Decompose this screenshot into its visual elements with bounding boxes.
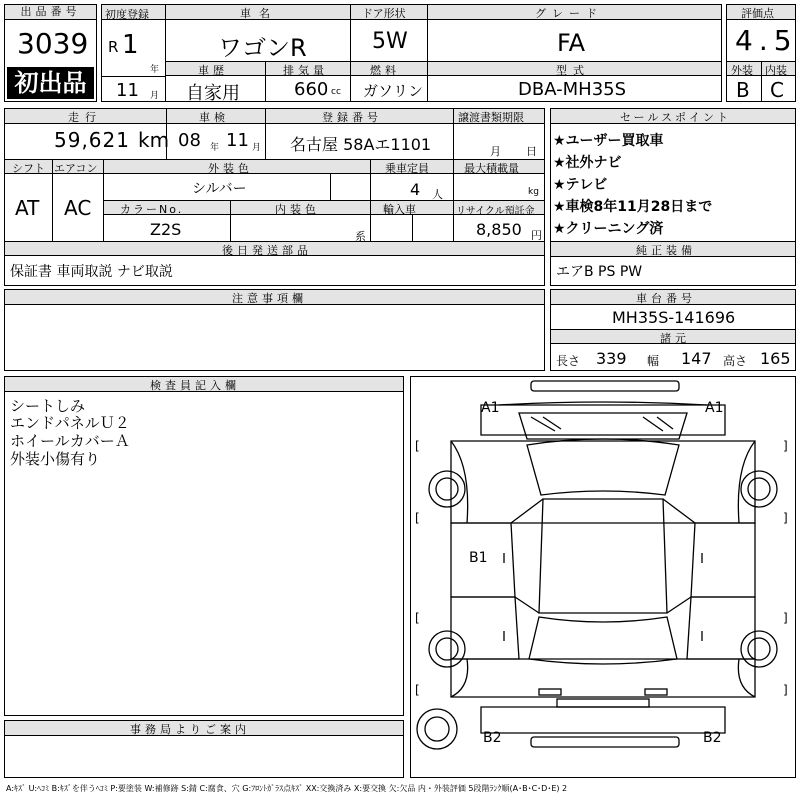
lot-number: 3039: [17, 27, 89, 60]
equipment-value: エアB PS PW: [556, 264, 643, 280]
inspector-line-3: ホイールカバーＡ: [10, 432, 130, 450]
width-value: 147: [681, 349, 712, 368]
inspection-month: 11: [226, 130, 249, 151]
badge-text: 初出品: [14, 69, 87, 97]
inspection-year: 08: [178, 130, 201, 151]
inspector-line-4: 外装小傷有り: [10, 450, 101, 468]
mileage-value: 59,621: [54, 128, 130, 152]
car-diagram: [411, 377, 795, 777]
recycle-label: リサイクル預託金: [456, 206, 535, 217]
recycle-unit: 円: [531, 229, 542, 242]
fuel-label: 燃料: [370, 64, 400, 77]
first-reg-month: 11: [116, 80, 139, 101]
legend: A:ｷｽﾞ U:ﾍｺﾐ B:ｷｽﾞを伴うﾍｺﾐ P:要塗装 W:補修跡 S:錆 C:腐食、穴 G:ﾌﾛﾝﾄｶﾞﾗｽ点ｷｽﾞ XX:交換済み X:要交換 欠:欠品 内・外装評価 5段階ﾗﾝｸ順(A･B･C･D･E) 2: [6, 784, 568, 793]
color-no-value: Z2S: [150, 220, 182, 239]
ext-score-value: B: [736, 78, 750, 102]
inspector-label: 検査員記入欄: [150, 379, 240, 392]
capacity-label: 乗車定員: [385, 162, 429, 175]
door-label: ドア形状: [362, 7, 406, 20]
bracket-rl: [: [415, 611, 420, 625]
bracket-ml: [: [415, 511, 420, 525]
mark-side: B1: [469, 550, 488, 566]
score-label: 評価点: [741, 7, 774, 20]
height-label: 高さ: [723, 354, 748, 368]
mark-front-right: A1: [705, 400, 724, 416]
fuel-value: ガソリン: [363, 82, 424, 100]
office-label: 事務局よりご案内: [130, 723, 250, 736]
history-value: 自家用: [186, 83, 240, 104]
first-reg-label: 初度登録: [105, 8, 149, 21]
bracket-mr: ]: [783, 511, 788, 525]
shift-label: シフト: [12, 162, 45, 175]
length-value: 339: [596, 349, 627, 368]
int-score-label: 内装: [765, 64, 787, 77]
transfer-month-unit: 月: [490, 145, 501, 158]
max-load-label: 最大積載量: [464, 162, 519, 175]
bracket-rr: ]: [783, 611, 788, 625]
score-value: 4.5: [735, 24, 798, 57]
mark-front-left: A1: [481, 400, 500, 416]
dims-label: 諸元: [660, 332, 690, 345]
shift-value: AT: [15, 196, 40, 220]
car-name-value: ワゴンR: [218, 34, 307, 62]
bracket-br: ]: [783, 683, 788, 697]
displacement-label: 排気量: [283, 64, 328, 77]
door-value: 5W: [372, 29, 408, 54]
first-reg-year: 1: [122, 30, 139, 60]
first-reg-year-unit: 年: [150, 65, 160, 75]
registration-label: 登録番号: [322, 111, 382, 124]
grade-label: グレード: [535, 7, 603, 20]
sales-point-2: ★社外ナビ: [553, 155, 622, 171]
sales-point-1: ★ユーザー買取車: [553, 133, 664, 149]
bracket-bl: [: [415, 683, 420, 697]
first-reg-era: R: [108, 38, 119, 56]
mark-rear-right: B2: [703, 730, 722, 746]
inspector-line-2: エンドパネルＵ２: [10, 414, 130, 432]
registration-value: 名古屋 58Aエ1101: [290, 135, 432, 154]
max-load-unit: kg: [528, 187, 539, 197]
history-label: 車歴: [198, 64, 228, 77]
model-label: 型式: [556, 64, 590, 77]
model-value: DBA-MH35S: [518, 79, 627, 100]
first-reg-month-unit: 月: [150, 91, 160, 101]
sales-point-5: ★クリーニング済: [553, 221, 664, 237]
lot-box: [4, 4, 97, 102]
inspection-month-unit: 月: [252, 143, 262, 153]
sales-points-label: セールスポイント: [620, 111, 732, 124]
transfer-day-unit: 日: [526, 145, 537, 158]
bracket-fl: [: [415, 439, 420, 453]
sales-point-3: ★テレビ: [553, 177, 608, 193]
notes-label: 注意事項欄: [232, 292, 307, 305]
inspection-label: 車検: [199, 111, 229, 124]
mark-rear-left: B2: [483, 730, 502, 746]
lot-label: 出品番号: [5, 5, 96, 20]
displacement-value: 660: [294, 79, 329, 100]
bracket-fr: ]: [783, 439, 788, 453]
transfer-label: 譲渡書類期限: [458, 111, 524, 124]
ext-color-value: シルバー: [192, 181, 247, 197]
int-color-label: 内装色: [275, 203, 320, 216]
color-no-label: カラーNo.: [120, 203, 184, 216]
aircon-label: エアコン: [54, 162, 98, 175]
mileage-label: 走行: [68, 111, 102, 124]
damage-diagram-box: [410, 376, 796, 778]
width-label: 幅: [647, 354, 660, 368]
height-value: 165: [760, 349, 791, 368]
inspector-line-1: シートしみ: [10, 397, 86, 415]
displacement-unit: cc: [331, 87, 341, 97]
ext-color-label: 外装色: [208, 162, 253, 175]
car-name-label: 車名: [240, 7, 278, 20]
first-listing-badge: [7, 67, 94, 99]
later-parts-value: 保証書 車両取説 ナビ取説: [10, 264, 173, 280]
later-parts-label: 後日発送部品: [222, 244, 312, 257]
aircon-value: AC: [64, 196, 92, 220]
capacity-unit: 人: [432, 188, 443, 201]
length-label: 長さ: [556, 354, 581, 368]
int-score-value: C: [770, 78, 784, 102]
sales-point-4: ★車検8年11月28日まで: [553, 199, 713, 215]
chassis-label: 車台番号: [636, 292, 696, 305]
inspection-year-unit: 年: [210, 143, 220, 153]
ext-score-label: 外装: [731, 64, 753, 77]
int-color-unit: 系: [355, 230, 366, 243]
recycle-value: 8,850: [476, 220, 522, 239]
capacity-value: 4: [410, 180, 421, 199]
import-label: 輸入車: [383, 203, 416, 216]
chassis-value: MH35S-141696: [612, 308, 736, 327]
mileage-unit: km: [138, 128, 170, 152]
equipment-label: 純正装備: [636, 244, 696, 257]
grade-value: FA: [557, 29, 586, 57]
